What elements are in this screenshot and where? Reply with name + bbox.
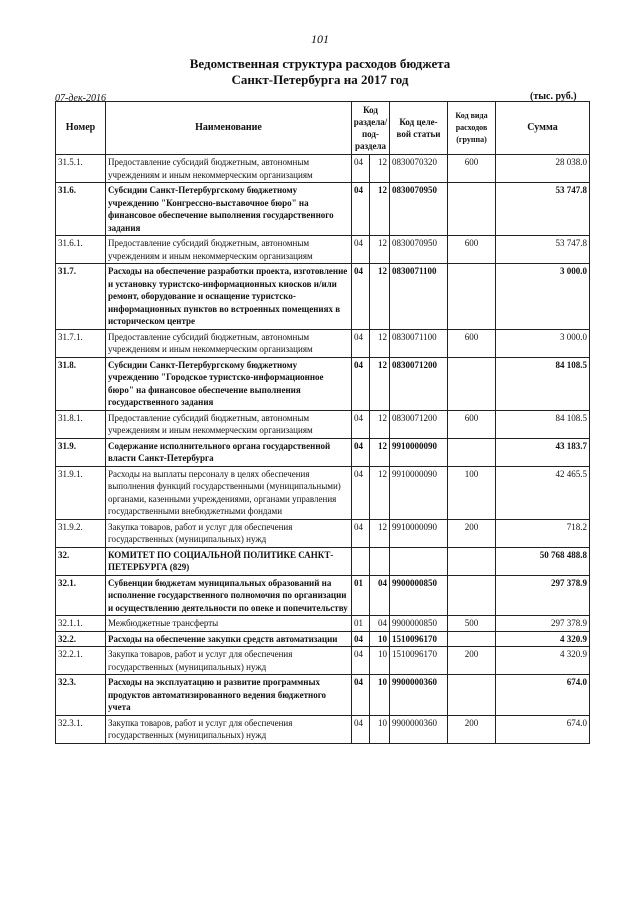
row-amount: 84 108.5 [496,357,590,410]
row-name: Расходы на эксплуатацию и развитие программных продуктов автоматизированного ведения бюджетного учета [106,675,352,716]
header-name: Наименование [106,102,352,155]
title-line-2: Санкт-Петербурга на 2017 год [231,72,409,87]
row-article-code: 1510096170 [390,647,448,675]
page-number: 101 [311,32,329,46]
table-row [56,329,590,357]
budget-table [55,101,590,744]
row-number: 32.3.1. [56,715,106,743]
table-row [56,675,590,716]
row-section-code: 04 [352,410,370,438]
row-name: Содержание исполнительного органа государственной власти Санкт-Петербурга [106,438,352,466]
row-name: Субсидии Санкт-Петербургскому бюджетному учреждению "Городское туристско-информационное бюро" на финансовое обеспечение выполнения государственного задания [106,357,352,410]
row-section-code: 04 [352,631,370,647]
row-expense-type: 200 [448,715,496,743]
table-row [56,183,590,236]
table-row [56,466,590,519]
row-subsection-code: 12 [370,357,390,410]
row-amount: 43 183.7 [496,438,590,466]
row-expense-type [448,264,496,330]
row-article-code: 9910000090 [390,466,448,519]
row-subsection-code: 10 [370,631,390,647]
row-amount: 84 108.5 [496,410,590,438]
row-article-code: 9910000090 [390,519,448,547]
row-expense-type: 100 [448,466,496,519]
row-subsection-code: 12 [370,519,390,547]
row-number: 31.7. [56,264,106,330]
row-subsection-code: 12 [370,329,390,357]
row-article-code: 9900000360 [390,715,448,743]
table-row [56,410,590,438]
row-number: 32.1. [56,575,106,616]
row-amount: 3 000.0 [496,264,590,330]
row-amount: 50 768 488.8 [496,547,590,575]
row-expense-type [448,631,496,647]
row-subsection-code: 12 [370,438,390,466]
units-label: (тыс. руб.) [530,91,577,102]
row-subsection-code: 12 [370,466,390,519]
header-number: Номер [56,102,106,155]
row-article-code: 0830071100 [390,264,448,330]
row-expense-type [448,438,496,466]
row-article-code: 0830070950 [390,236,448,264]
row-expense-type: 600 [448,410,496,438]
row-number: 31.8. [56,357,106,410]
row-subsection-code: 12 [370,264,390,330]
row-name: Расходы на обеспечение закупки средств автоматизации [106,631,352,647]
row-article-code [390,547,448,575]
row-section-code: 01 [352,575,370,616]
row-subsection-code: 12 [370,410,390,438]
header-article: Код целе- вой статьи [390,102,448,155]
row-number: 32.2.1. [56,647,106,675]
row-section-code: 04 [352,675,370,716]
row-subsection-code: 10 [370,675,390,716]
row-section-code: 01 [352,616,370,632]
row-expense-type [448,547,496,575]
row-amount: 297 378.9 [496,616,590,632]
row-amount: 3 000.0 [496,329,590,357]
table-row [56,547,590,575]
row-section-code: 04 [352,466,370,519]
row-section-code: 04 [352,715,370,743]
row-amount: 718.2 [496,519,590,547]
row-amount: 4 320.9 [496,631,590,647]
row-section-code: 04 [352,264,370,330]
row-article-code: 0830070320 [390,155,448,183]
table-header-row [56,102,590,155]
row-amount: 28 038.0 [496,155,590,183]
row-amount: 53 747.8 [496,236,590,264]
table-row [56,519,590,547]
row-subsection-code: 12 [370,155,390,183]
row-number: 31.8.1. [56,410,106,438]
table-row [56,631,590,647]
row-amount: 297 378.9 [496,575,590,616]
row-article-code: 9900000850 [390,616,448,632]
row-amount: 674.0 [496,675,590,716]
header-section: Код раздела/ под- раздела [352,102,390,155]
row-number: 32. [56,547,106,575]
row-subsection-code: 04 [370,575,390,616]
row-number: 32.2. [56,631,106,647]
row-amount: 4 320.9 [496,647,590,675]
table-row [56,616,590,632]
row-number: 31.6.1. [56,236,106,264]
row-amount: 53 747.8 [496,183,590,236]
row-name: Закупка товаров, работ и услуг для обеспечения государственных (муниципальных) нужд [106,715,352,743]
table-row [56,155,590,183]
row-name: Расходы на выплаты персоналу в целях обеспечения выполнения функций государственными (муниципальными) органами, казенными учреждениями, органами управления государственными внебюджетными фондами [106,466,352,519]
row-expense-type: 200 [448,519,496,547]
row-name: Субвенции бюджетам муниципальных образований на исполнение государственного полномочия по организации и осуществлению деятельности по опеке и попечительству [106,575,352,616]
row-expense-type: 600 [448,329,496,357]
row-subsection-code: 10 [370,647,390,675]
row-subsection-code: 12 [370,236,390,264]
row-name: Закупка товаров, работ и услуг для обеспечения государственных (муниципальных) нужд [106,647,352,675]
row-name: Предоставление субсидий бюджетным, автономным учреждениям и иным некоммерческим организациям [106,329,352,357]
row-article-code: 9910000090 [390,438,448,466]
row-number: 31.6. [56,183,106,236]
row-name: Межбюджетные трансферты [106,616,352,632]
row-expense-type: 600 [448,236,496,264]
row-number: 31.7.1. [56,329,106,357]
title-line-1: Ведомственная структура расходов бюджета [189,56,451,71]
row-section-code: 04 [352,647,370,675]
row-subsection-code: 10 [370,715,390,743]
row-section-code: 04 [352,236,370,264]
row-name: Предоставление субсидий бюджетным, автономным учреждениям и иным некоммерческим организациям [106,410,352,438]
row-expense-type [448,675,496,716]
row-amount: 42 465.5 [496,466,590,519]
row-number: 31.9.1. [56,466,106,519]
row-expense-type: 600 [448,155,496,183]
row-article-code: 9900000850 [390,575,448,616]
row-name: Закупка товаров, работ и услуг для обеспечения государственных (муниципальных) нужд [106,519,352,547]
table-body [56,155,590,744]
row-subsection-code: 12 [370,183,390,236]
table-row [56,357,590,410]
row-section-code: 04 [352,183,370,236]
row-article-code: 0830071200 [390,410,448,438]
row-section-code: 04 [352,438,370,466]
row-section-code: 04 [352,357,370,410]
row-number: 31.9.2. [56,519,106,547]
row-number: 32.1.1. [56,616,106,632]
row-expense-type [448,357,496,410]
row-subsection-code [370,547,390,575]
row-section-code: 04 [352,155,370,183]
row-name: Предоставление субсидий бюджетным, автономным учреждениям и иным некоммерческим организациям [106,236,352,264]
header-expense-type: Код вида расходов (группа) [448,102,496,155]
row-article-code: 1510096170 [390,631,448,647]
row-number: 31.9. [56,438,106,466]
row-name: Субсидии Санкт-Петербургскому бюджетному учреждению "Конгрессно-выставочное бюро" на финансовое обеспечение выполнения государственного задания [106,183,352,236]
table-row [56,575,590,616]
table-row [56,264,590,330]
document-date: 07-дек-2016 [55,93,106,104]
row-name: Расходы на обеспечение разработки проекта, изготовление и установку туристско-информационных киосков и/или ремонт, оборудование и оснащение туристско-информационных пунктов во встроенных помещениях в историческом центре [106,264,352,330]
row-article-code: 0830070950 [390,183,448,236]
row-name: Предоставление субсидий бюджетным, автономным учреждениям и иным некоммерческим организациям [106,155,352,183]
row-section-code [352,547,370,575]
header-sum: Сумма [496,102,590,155]
row-name: КОМИТЕТ ПО СОЦИАЛЬНОЙ ПОЛИТИКЕ САНКТ-ПЕТЕРБУРГА (829) [106,547,352,575]
row-section-code: 04 [352,329,370,357]
table-row [56,715,590,743]
row-amount: 674.0 [496,715,590,743]
table-row [56,438,590,466]
row-article-code: 0830071200 [390,357,448,410]
table-row [56,236,590,264]
row-number: 32.3. [56,675,106,716]
table-row [56,647,590,675]
row-expense-type [448,575,496,616]
row-number: 31.5.1. [56,155,106,183]
row-article-code: 9900000360 [390,675,448,716]
row-article-code: 0830071100 [390,329,448,357]
row-section-code: 04 [352,519,370,547]
row-expense-type: 500 [448,616,496,632]
document-title [0,56,640,88]
row-expense-type [448,183,496,236]
row-expense-type: 200 [448,647,496,675]
row-subsection-code: 04 [370,616,390,632]
